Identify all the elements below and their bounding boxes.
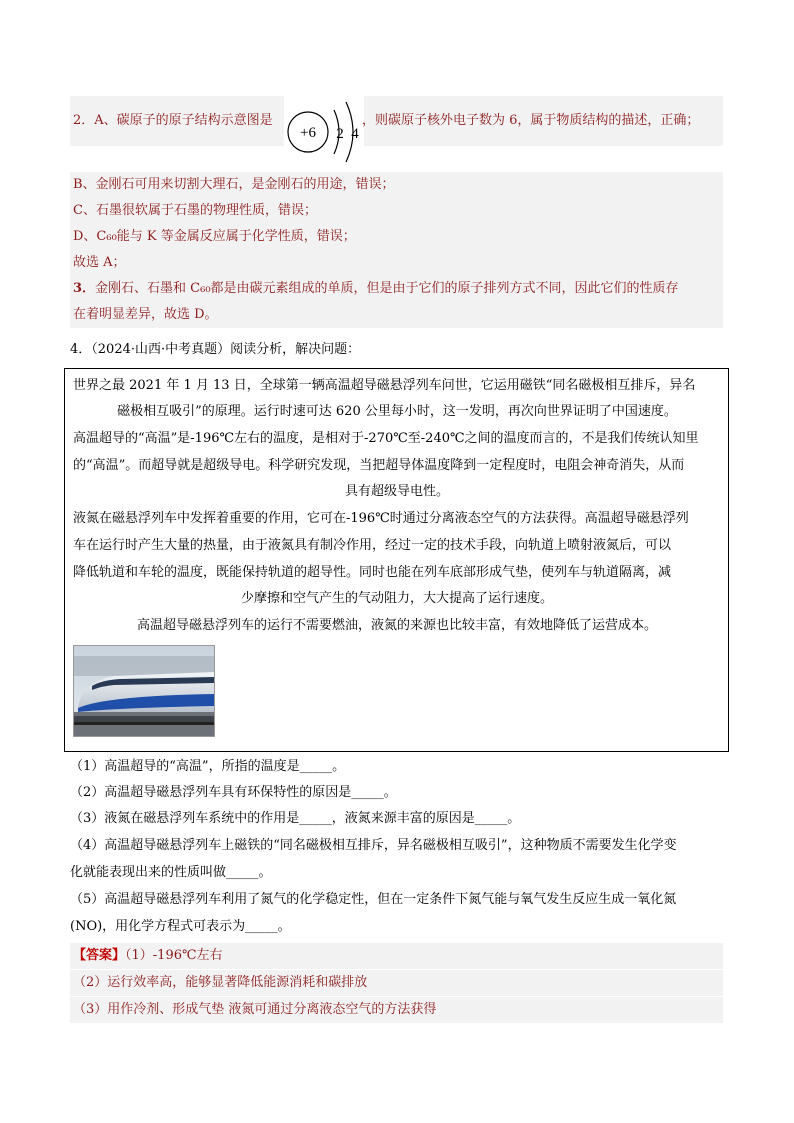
- atom-nucleus-label: +6: [300, 125, 316, 141]
- answer-line-2b: B、金刚石可用来切割大理石，是金刚石的用途，错误；: [70, 172, 723, 198]
- passage-line: 磁极相互吸引”的原理。运行时速可达 620 公里每小时，这一发明，再次向世界证明了中国速度。: [117, 404, 677, 419]
- passage-line: 的“高温”。而超导就是超级导电。科学研究发现，当把超导体温度降到一定程度时，电阻会神奇消失，从而: [73, 458, 685, 473]
- sub-question-5: （5）高温超导磁悬浮列车利用了氮气的化学稳定性，但在一定条件下氮气能与氧气发生反应生成一氧化氮: [70, 892, 677, 907]
- passage-line: 降低轨道和车轮的温度，既能保持轨道的超导性。同时也能在列车底部形成气垫，使列车与轨道隔离，减: [73, 565, 672, 580]
- sub-question-4: （4）高温超导磁悬浮列车上磁铁的“同名磁极相互排斥，异名磁极相互吸引”，这种物质不需要发生化学变: [70, 838, 677, 853]
- passage-line: 车在运行时产生大量的热量，由于液氮具有制冷作用，经过一定的技术手段，向轨道上喷射液氮后，可以: [73, 538, 672, 553]
- reading-passage-box: [64, 368, 729, 752]
- atom-shell2-label: 4: [351, 126, 359, 142]
- answer-3-text: 金刚石、石墨和 C₆₀都是由碳元素组成的单质，但是由于它们的原子排列方式不同，因此它们的性质存: [95, 281, 679, 296]
- sub-question-2: （2）高温超导磁悬浮列车具有环保特性的原因是_____。: [70, 785, 397, 800]
- passage-line: 高温超导的“高温”是-196℃左右的温度，是相对于-270℃至-240℃之间的温度而言的，不是我们传统认知里: [73, 431, 699, 446]
- answer-line-2c: C、石墨很软属于石墨的物理性质，错误；: [70, 198, 723, 224]
- passage-line: 高温超导磁悬浮列车的运行不需要燃油，液氮的来源也比较丰富，有效地降低了运营成本。: [136, 618, 657, 633]
- sub-question-3: （3）液氮在磁悬浮列车系统中的作用是_____，液氮来源丰富的原因是_____。: [70, 811, 521, 826]
- sub-question-4-cont: 化就能表现出来的性质叫做_____。: [70, 865, 272, 880]
- answer-line-q4-1: [70, 943, 723, 969]
- passage-line: 液氮在磁悬浮列车中发挥着重要的作用，它可在-196℃时通过分离液态空气的方法获得。高温超导磁悬浮列: [73, 511, 689, 526]
- sub-question-5-cont: (NO)，用化学方程式可表示为_____。: [70, 919, 291, 934]
- answer-line-q4-3: （3）用作冷剂、形成气垫 液氮可通过分离液态空气的方法获得: [70, 997, 723, 1023]
- answer-q4-1-text: （1）-196℃左右: [125, 948, 223, 963]
- passage-line: 具有超级导电性。: [344, 484, 449, 499]
- carbon-atom-diagram: [284, 94, 364, 170]
- answer-line-2a: [70, 96, 723, 146]
- answer-line-2d: D、C₆₀能与 K 等金属反应属于化学性质，错误；: [70, 224, 723, 250]
- question-4-header: 4．（2024·山西·中考真题）阅读分析，解决问题：: [70, 342, 361, 357]
- answer-line-choice: 故选 A；: [70, 250, 723, 276]
- passage-line: 世界之最 2021 年 1 月 13 日，全球第一辆高温超导磁悬浮列车问世，它运用磁铁“同名磁极相互排斥，异名: [73, 378, 696, 393]
- answer-2a-text-post: ，则碳原子核外电子数为 6，属于物质结构的描述，正确；: [362, 113, 700, 128]
- maglev-train-image: [73, 645, 215, 737]
- answer-2a-text-pre: 2．A、碳原子的原子结构示意图是: [73, 113, 273, 128]
- answer-line-q4-2: （2）运行效率高，能够显著降低能源消耗和碳排放: [70, 970, 723, 996]
- sub-question-1: （1）高温超导的“高温”，所指的温度是_____。: [70, 759, 346, 774]
- answer-line-3: [70, 276, 723, 302]
- atom-shell1-label: 2: [336, 126, 344, 142]
- maglev-train-illustration: [74, 646, 215, 737]
- answer-3-number: 3．: [73, 281, 96, 296]
- passage-line: 少摩擦和空气产生的气动阻力，大大提高了运行速度。: [240, 591, 553, 606]
- answer-label: 【答案】: [73, 948, 126, 963]
- answer-line-3-cont: 在着明显差异，故选 D。: [70, 302, 723, 328]
